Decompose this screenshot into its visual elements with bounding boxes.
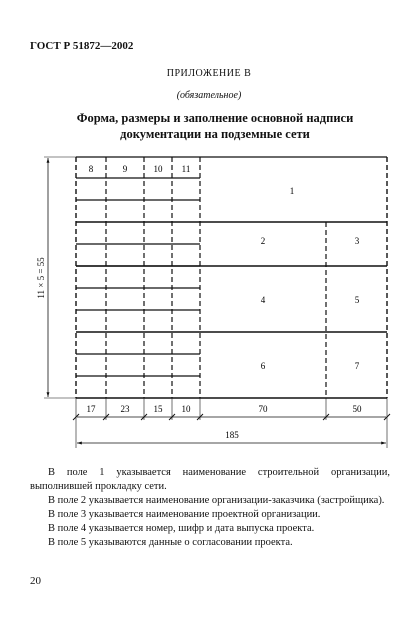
- width-dim-15: 15: [153, 404, 163, 414]
- annex-status: (обязательное): [176, 90, 242, 101]
- section-separators: [76, 222, 387, 332]
- height-dimension: 11 × 5 = 55: [36, 257, 46, 299]
- width-dim-23: 23: [120, 404, 130, 414]
- annex-label: ПРИЛОЖЕНИЕ В: [166, 68, 252, 79]
- field-label-1: 1: [289, 186, 295, 196]
- width-dim-17: 17: [86, 404, 96, 414]
- field-label-2: 2: [260, 236, 266, 246]
- width-dim-50: 50: [352, 404, 362, 414]
- col-label-10: 10: [153, 164, 163, 174]
- document-header: ГОСТ Р 51872—2002: [30, 40, 134, 52]
- col-label-8: 8: [88, 164, 94, 174]
- field-label-3: 3: [354, 236, 360, 246]
- row-separators: [76, 178, 200, 376]
- width-dim-10: 10: [181, 404, 191, 414]
- col-label-9: 9: [122, 164, 128, 174]
- field-label-5: 5: [354, 295, 360, 305]
- col-label-11: 11: [181, 164, 191, 174]
- paragraph: В поле 2 указывается наименование организации-заказчика (застройщика).: [48, 495, 385, 506]
- annex-title-line1: Форма, размеры и заполнение основной надписи: [76, 111, 354, 125]
- annex-title-line2: документации на подземные сети: [120, 127, 310, 141]
- page-number: 20: [30, 575, 41, 587]
- total-width: 185: [225, 430, 239, 440]
- paragraph: В поле 5 указываются данные о согласовании проекта.: [48, 537, 293, 548]
- field-label-4: 4: [260, 295, 266, 305]
- field-label-7: 7: [354, 361, 360, 371]
- body-text: [30, 466, 390, 550]
- field-label-6: 6: [260, 361, 266, 371]
- width-dim-70: 70: [258, 404, 268, 414]
- paragraph: В поле 3 указывается наименование проектной организации.: [48, 509, 321, 520]
- paragraph: В поле 1 указывается наименование строительной организации, выполнившей прокладку сети.: [30, 467, 390, 492]
- paragraph: В поле 4 указывается номер, шифр и дата выпуска проекта.: [48, 523, 315, 534]
